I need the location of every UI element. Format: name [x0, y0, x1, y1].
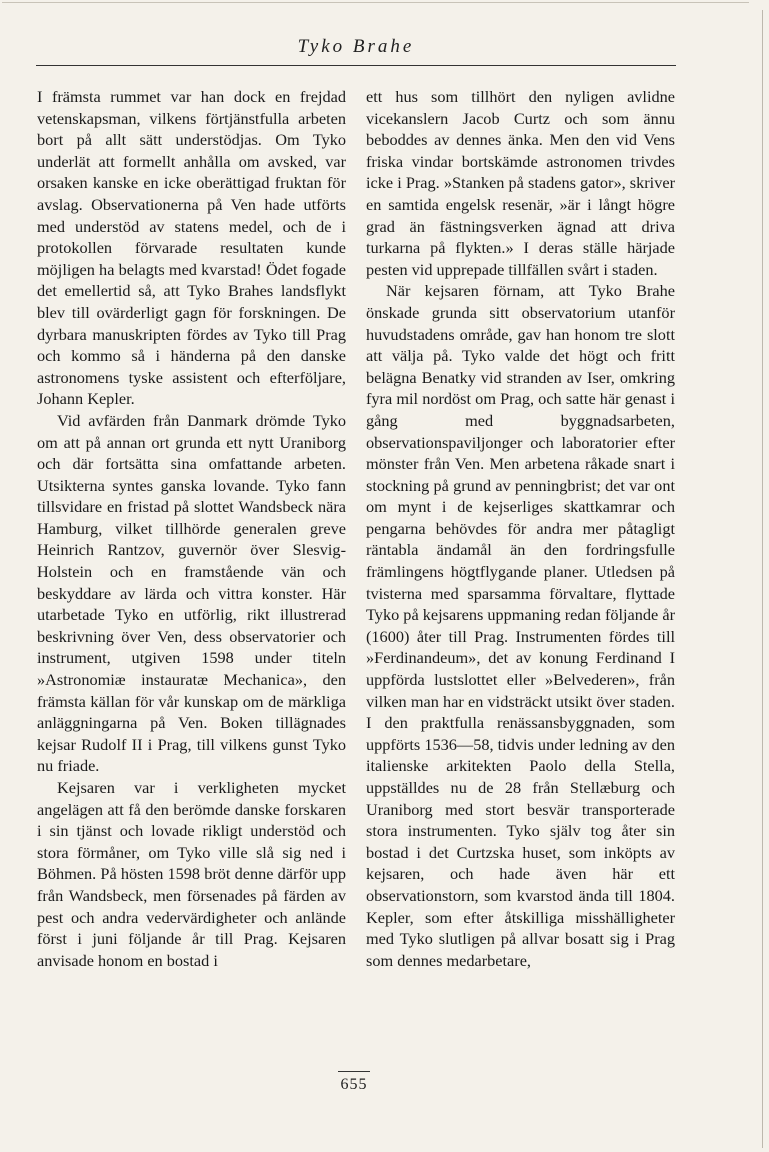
running-head: Tyko Brahe — [297, 36, 415, 57]
page-edge-top — [2, 2, 749, 6]
page-edge-right — [762, 10, 763, 1148]
paragraph: Vid avfärden från Danmark drömde Tyko om att på annan ort grunda ett nytt Uraniborg och där fortsätta sina omfattande arbeten. Utsikterna syntes ganska lovande. Tyko fann tillsvidare en fristad på slottet Wandsbeck nära Hamburg, vilket tillhörde generalen greve Heinrich Rantzov, guvernör över Slesvig-Holstein och en framstående vän och beskyddare av lärda och vittra konster. Här utarbetade Tyko en utförlig, rikt illustrerad beskrivning över Ven, dess observatorier och instrument, utgiven 1598 under titeln »Astronomiæ instauratæ Mechanica», den främsta källan för vår kunskap om de märkliga anläggningarna på Ven. Boken tillägnades kejsar Rudolf II i Prag, till vilkens gunst Tyko nu friade. — [37, 410, 346, 776]
paragraph: När kejsaren förnam, att Tyko Brahe önskade grunda sitt observatorium utanför huvudstadens område, gav han honom tre slott att välja på. Tyko valde det högt och fritt belägna Benatky vid stranden av Iser, omkring fyra mil nordöst om Prag, och satte här genast i gång med byggnadsarbeten, observationspaviljonger och laboratorier efter mönster från Ven. Men arbetena råkade snart i stockning på grund av penningbrist; det var ont om mynt i de kejserliges skattkamrar och pengarna behövdes för andra mer påtagligt räntabla ändamål än den fordringsfulle främlingens högtflygande planer. Utledsen på tvisterna med sparsamma förvaltare, flyttade Tyko på kejsarens uppmaning redan följande år (1600) åter till Prag. Instrumenten fördes till »Ferdinandeum», det av konung Ferdinand I uppförda lustslottet eller »Belvederen», från vilken man har en vidsträckt utsikt över staden. I den praktfulla renässansbyggnaden, som uppförts 1536—58, tidvis under ledning av den italienske arkitekten Paolo della Stella, uppställdes nu de 28 från Stellæburg och Uraniborg med stort besvär transporterade stora instrumenten. Tyko själv tog åter sin bostad i det Curtzska huset, som inköpts av kejsaren, och hade även här ett observationstorn, som kvarstod ända till 1804. Kepler, som efter åtskilliga misshälligheter med Tyko slutligen på allvar bosatt sig i Prag som dennes medarbetare, — [366, 281, 676, 970]
header-rule — [36, 65, 676, 66]
left-column — [37, 86, 346, 971]
paragraph: ett hus som tillhört den nyligen avlidne vicekanslern Jacob Curtz och som ännu beboddes av dennes änka. Men den vid Vens friska vindar bortskämde astronomen trivdes icke i Prag. »Stanken på stadens gator», skriver en samtida engelsk resenär, »är i långt högre grad än fästningsverken ägnad att driva turkarna på flykten.» I deras ställe härjade pesten vid upprepade tillfällen svårt i staden. — [366, 87, 675, 279]
folio-rule — [338, 1071, 370, 1072]
paragraph: Kejsaren var i verkligheten mycket angelägen att få den berömde danske forskaren i sin tjänst och lovade rikligt understöd och stora förmåner, om Tyko ville slå sig ned i Böhmen. På hösten 1598 bröt denne därför upp från Wandsbeck, men försenades på färden av pest och andra vedervärdigheter och anlände först i juni följande år till Prag. Kejsaren anvisade honom en bostad i — [37, 778, 346, 970]
paragraph: I främsta rummet var han dock en frejdad vetenskapsman, vilkens förtjänstfulla arbeten bort på allt sätt understödjas. Om Tyko underlät att formellt anhålla om avsked, var orsaken kanske en icke oberättigad fruktan för avslag. Observationerna på Ven hade utförts med understöd av statens medel, och de i protokollen förvarade resultaten kunde möjligen ha belagts med kvarstad! Ödet fogade det emellertid så, att Tyko Brahes landsflykt blev till ovärderligt gagn för forskningen. De dyrbara manuskripten fördes av Tyko till Prag och kommo så i händerna på den danske astronomens tyske assistent och efterföljare, Johann Kepler. — [37, 87, 346, 409]
page-number: 655 — [340, 1076, 368, 1093]
right-column — [366, 86, 675, 971]
